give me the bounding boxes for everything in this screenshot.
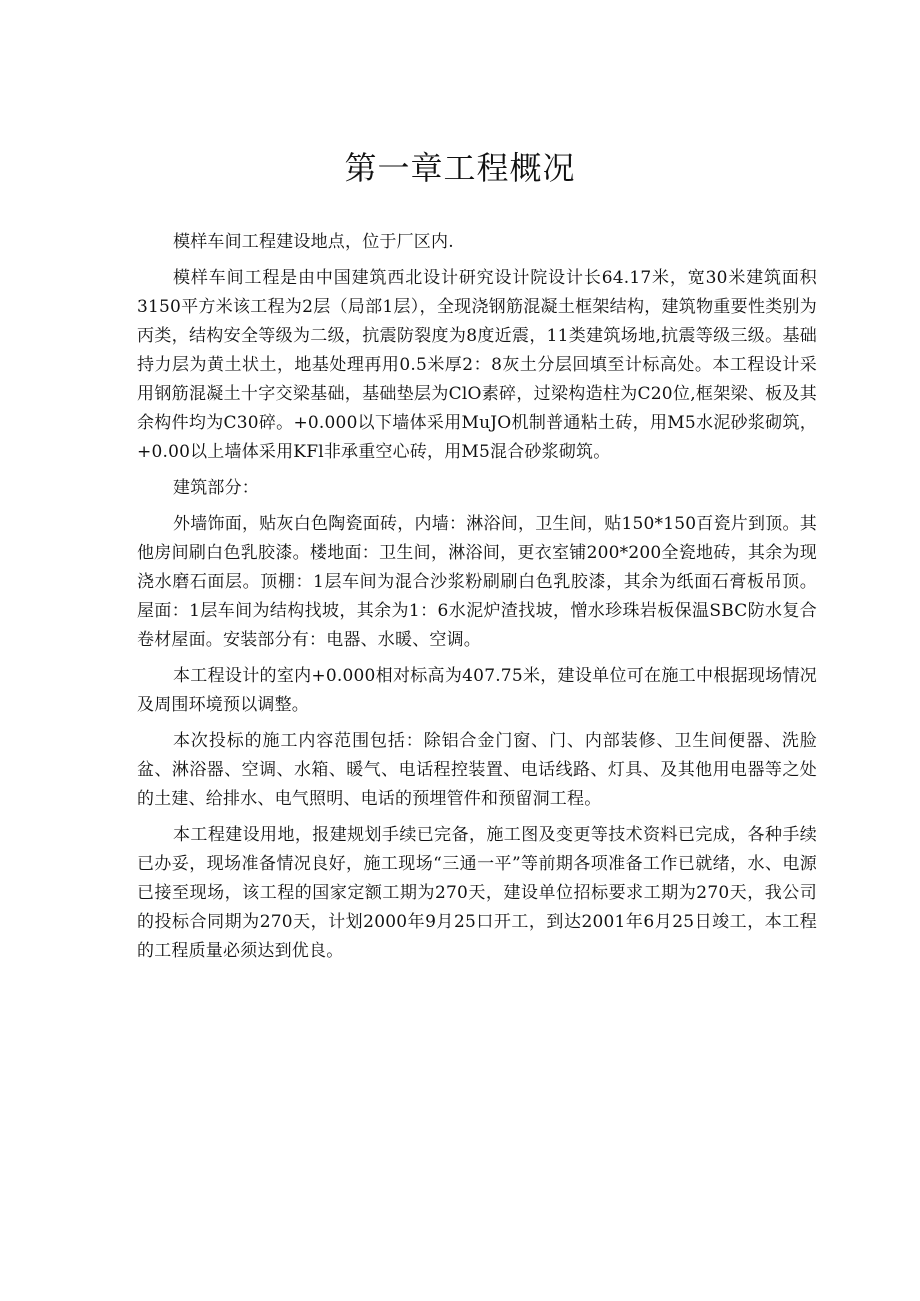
- paragraph-elevation: 本工程设计的室内+0.000相对标高为407.75米，建设单位可在施工中根据现场情况及周围环境预以调整。: [137, 666, 817, 715]
- document-body: [137, 228, 817, 966]
- paragraph-schedule: 本工程建设用地，报建规划手续已完备，施工图及变更等技术资料已完成，各种手续已办妥，现场准备情况良好，施工现场“三通一平”等前期各项准备工作已就绪，水、电源已接至现场，该工程的国家定额工期为270天，建设单位招标要求工期为270天，我公司的投标合同期为270天，计划2000年9月25口开工，到达2001年6月25日竣工，本工程的工程质量必须达到优良。: [137, 825, 817, 961]
- paragraph-architecture-heading: 建筑部分：: [173, 478, 259, 498]
- chapter-title: 第一章工程概况: [344, 149, 576, 187]
- paragraph-finishes: 外墙饰面，贴灰白色陶瓷面砖，内墙：淋浴间，卫生间，贴150*150百瓷片到顶。其他房间刷白色乳胶漆。楼地面：卫生间，淋浴间，更衣室铺200*200全瓷地砖，其余为现浇水磨石面层。顶棚：1层车间为混合沙浆粉刷刷白色乳胶漆，其余为纸面石膏板吊顶。屋面：1层车间为结构找坡，其余为1：6水泥炉渣找坡，憎水珍珠岩板保温SBC防水复合卷材屋面。安装部分有：电器、水暖、空调。: [137, 514, 817, 650]
- paragraph-location: 模样车间工程建设地点，位于厂区内.: [173, 232, 454, 252]
- paragraph-scope: 本次投标的施工内容范围包括：除铝合金门窗、门、内部装修、卫生间便器、洗脸盆、淋浴器、空调、水箱、暖气、电话程控装置、电话线路、灯具、及其他用电器等之处的土建、给排水、电气照明、电话的预埋管件和预留洞工程。: [137, 731, 817, 809]
- paragraph-structure: 模样车间工程是由中国建筑西北设计研究设计院设计长64.17米，宽30米建筑面积3150平方米该工程为2层（局部1层），全现浇钢筋混凝土框架结构，建筑物重要性类别为丙类，结构安全等级为二级，抗震防裂度为8度近震，11类建筑场地,抗震等级三级。基础持力层为黄土状土，地基处理再用0.5米厚2：8灰土分层回填至计标高处。本工程设计采用钢筋混凝土十字交梁基础，基础垫层为ClO素碎，过梁构造柱为C20位,框架梁、板及其余构件均为C30碎。+0.000以下墙体采用MuJO机制普通粘土砖，用M5水泥砂浆砌筑，+0.00以上墙体采用KFl非承重空心砖，用M5混合砂浆砌筑。: [137, 268, 817, 462]
